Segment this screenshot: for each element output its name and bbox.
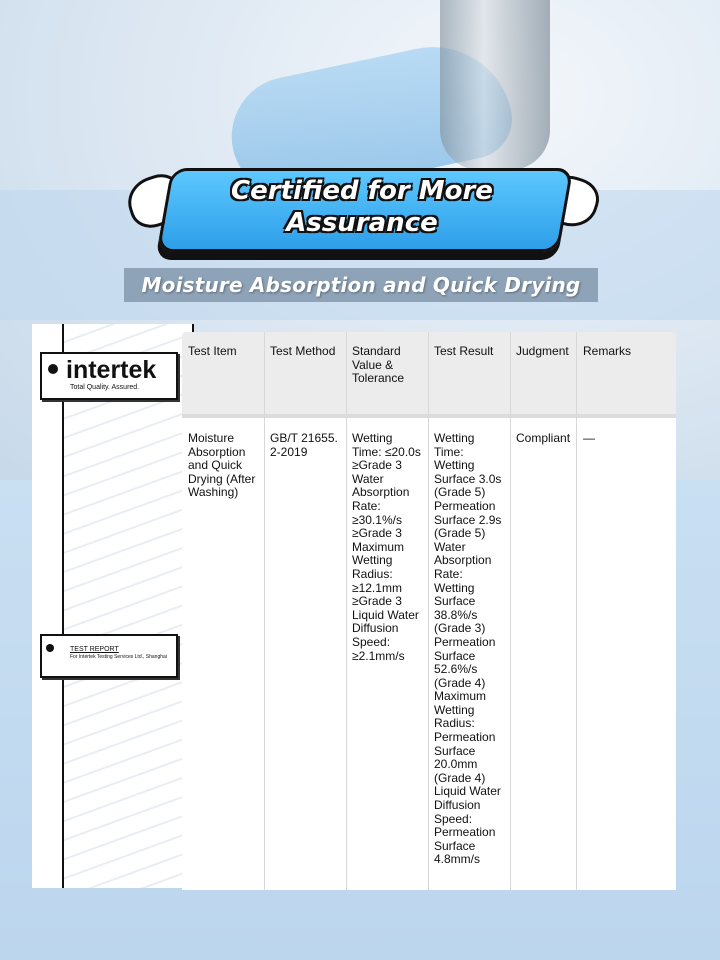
banner-title: Certified for More Assurance — [231, 176, 493, 238]
cell-test-result: Wetting Time: Wetting Surface 3.0s (Grade 5) Permeation Surface 2.9s (Grade 5) Water Absorption Rate: Wetting Surface 38.8%/s (Grade 3) Permeation Surface 52.6%/s (Grade 4) Maximum Wetting Radius: Permeation Surface 20.0mm (Grade 4) Liquid Water Diffusion Speed: Permeation Surface 4.8mm/s — [434, 431, 502, 867]
intertek-logo: intertek — [66, 356, 157, 384]
header-standard-value: Standard Value & Tolerance — [352, 344, 405, 386]
document-page — [62, 324, 194, 888]
test-report-card — [40, 634, 178, 678]
certified-banner — [128, 160, 598, 260]
column-divider — [576, 332, 577, 890]
column-divider — [428, 332, 429, 890]
column-divider — [510, 332, 511, 890]
header-divider — [182, 414, 676, 418]
column-divider — [346, 332, 347, 890]
header-remarks: Remarks — [583, 344, 632, 358]
header-test-method: Test Method — [270, 344, 336, 358]
cell-test-method: GB/T 21655.2-2019 — [270, 431, 338, 459]
cell-judgment: Compliant — [516, 431, 571, 445]
header-test-item: Test Item — [188, 344, 237, 358]
cell-test-item: Moisture Absorption and Quick Drying (After Washing) — [188, 431, 256, 500]
test-result-table — [182, 332, 676, 890]
background-microscope-image — [440, 0, 550, 170]
cell-standard-value: Wetting Time: ≤20.0s ≥Grade 3 Water Absorption Rate: ≥30.1%/s ≥Grade 3 Maximum Wetting Radius: ≥12.1mm ≥Grade 3 Liquid Water Diffusion Speed: ≥2.1mm/s — [352, 431, 421, 663]
header-judgment: Judgment — [516, 344, 569, 358]
subtitle: Moisture Absorption and Quick Drying — [141, 273, 581, 297]
report-title: TEST REPORT — [70, 646, 119, 653]
test-report-document — [32, 324, 182, 888]
cell-remarks: — — [583, 431, 595, 445]
intertek-logo-card — [40, 352, 178, 400]
report-subtitle: For Intertek Testing Services Ltd., Shanghai — [70, 654, 167, 660]
bullet-icon — [48, 364, 58, 374]
logo-tagline: Total Quality. Assured. — [70, 384, 140, 391]
column-divider — [264, 332, 265, 890]
subtitle-bar — [124, 268, 598, 302]
bullet-icon — [46, 644, 54, 652]
header-test-result: Test Result — [434, 344, 494, 358]
